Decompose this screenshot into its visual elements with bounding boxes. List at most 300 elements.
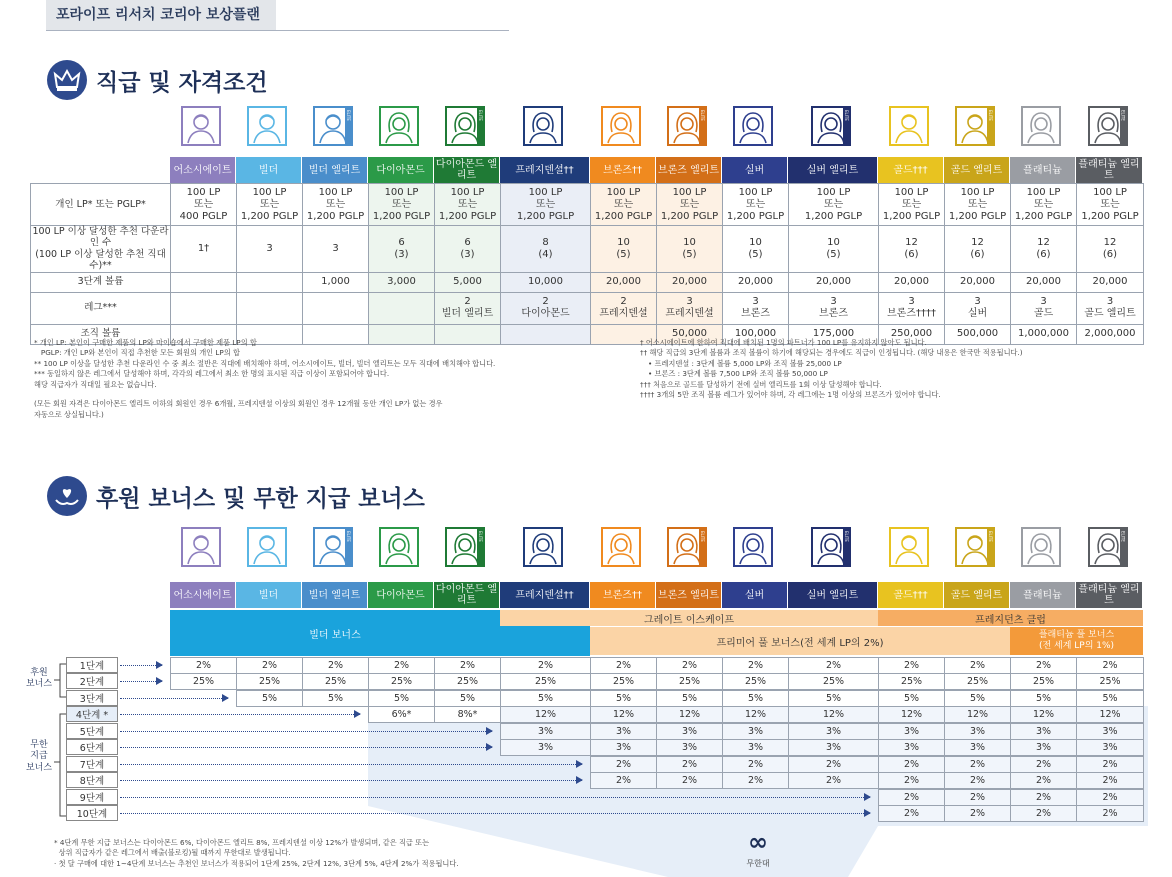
avatar-diamond-icon: [379, 106, 419, 146]
elite-tag: [345, 527, 353, 567]
rank-header-builder: 빌더: [236, 582, 302, 608]
level-cell: 5%: [1076, 690, 1144, 707]
level-cell: 5%: [722, 690, 789, 707]
avatar-gold-elite-icon: [955, 527, 995, 567]
requirement-cell: 3 골드 엘리트: [1077, 292, 1144, 324]
avatar-gold-icon: [889, 527, 929, 567]
level-cell: 5%: [788, 690, 879, 707]
requirement-cell: 100 LP 또는 1,200 PGLP: [1077, 184, 1144, 226]
elite-tag-label: ELITE: [478, 531, 483, 542]
level-label: 2단계: [66, 673, 118, 689]
top-title: 포라이프 리서치 코리아 보상플랜: [46, 0, 276, 30]
note-line: 자동으로 상실됩니다.): [34, 409, 104, 419]
level-cell: 2%: [788, 657, 879, 674]
note-line: *** 동일하지 않은 레그에서 달성해야 하며, 각각의 레그에서 최소 한 명의 표시된 직급 이상이 포함되어야 합니다.: [34, 369, 390, 379]
level-cell: 25%: [722, 673, 789, 690]
elite-tag: [345, 106, 353, 146]
requirement-cell: [303, 292, 369, 324]
level-cell: 25%: [1076, 673, 1144, 690]
level-cell: 3%: [722, 723, 789, 740]
level-cell: 3%: [878, 723, 945, 740]
elite-tag: [699, 527, 707, 567]
requirement-cell: 3 골드: [1011, 292, 1077, 324]
requirement-cell: 2,000,000: [1077, 324, 1144, 344]
infinity-label: 무한대: [746, 859, 770, 868]
level-cell: 3%: [788, 723, 879, 740]
level-cell: 12%: [944, 706, 1011, 723]
level-arrow-icon: [120, 665, 162, 666]
elite-tag: [843, 527, 851, 567]
requirement-cell: 3 실버: [945, 292, 1011, 324]
crown-icon: [47, 60, 87, 100]
level-cell: 2%: [500, 657, 591, 674]
avatar-builder-icon: [247, 106, 287, 146]
section2-title: 후원 보너스 및 무한 지급 보너스: [96, 486, 425, 512]
level-cell: 25%: [1010, 673, 1077, 690]
requirement-cell: 100 LP 또는 1,200 PGLP: [879, 184, 945, 226]
avatar-associate-icon: [181, 527, 221, 567]
requirement-cell: [237, 272, 303, 292]
level-cell: 2%: [1010, 657, 1077, 674]
level-label: 5단계: [66, 723, 118, 739]
level-label: 3단계: [66, 690, 118, 706]
avatar-bronze-elite-icon: [667, 527, 707, 567]
requirement-cell: 10 (5): [789, 226, 879, 273]
requirement-label: 개인 LP* 또는 PGLP*: [31, 184, 171, 226]
level-cell: 3%: [944, 739, 1011, 756]
requirement-cell: 100 LP 또는 1,200 PGLP: [435, 184, 501, 226]
note-line: ** 100 LP 이상을 달성한 추천 다운라인 수 중 최소 절반은 직대에 배치해야 하며, 어소시에이트, 빌더, 빌더 엘리트는 모두 직대에 배치해야 합니다.: [34, 358, 496, 368]
level-cell: 2%: [944, 805, 1011, 822]
requirement-cell: 3 브론즈: [789, 292, 879, 324]
requirement-cell: 100 LP 또는 1,200 PGLP: [591, 184, 657, 226]
requirement-cell: 20,000: [723, 272, 789, 292]
requirement-cell: 100,000: [723, 324, 789, 344]
rank-header-silver: 실버: [722, 582, 788, 608]
requirement-cell: 3,000: [369, 272, 435, 292]
requirement-cell: 100 LP 또는 1,200 PGLP: [369, 184, 435, 226]
requirement-cell: 3 브론즈: [723, 292, 789, 324]
avatar-bronze-elite-icon: [667, 106, 707, 146]
level-cell: 2%: [302, 657, 369, 674]
level-cell: 2%: [788, 756, 879, 773]
requirement-cell: [237, 292, 303, 324]
level-label: 4단계 *: [66, 706, 118, 722]
elite-tag-label: ELITE: [844, 531, 849, 542]
level-arrow-icon: [120, 714, 360, 715]
level-cell: 2%: [1076, 772, 1144, 789]
elite-tag: [1120, 106, 1128, 146]
note-line: 해당 직급자가 직대일 필요는 없습니다.: [34, 379, 157, 389]
avatar-associate-icon: [181, 106, 221, 146]
requirement-row: [31, 272, 1144, 292]
requirement-cell: 10 (5): [657, 226, 723, 273]
level-cell: 12%: [500, 706, 591, 723]
level-cell: 2%: [1010, 772, 1077, 789]
elite-tag-label: ELITE: [700, 110, 705, 121]
level-cell: 12%: [878, 706, 945, 723]
elite-tag: [477, 106, 485, 146]
level-cell: 2%: [878, 772, 945, 789]
level-label: 7단계: [66, 756, 118, 772]
level-cell: 2%: [656, 657, 723, 674]
platinum-pool-band: 플래티늄 풀 보너스 (전 세계 LP의 1%): [1010, 627, 1143, 655]
notes-right: [640, 338, 1150, 401]
rank-header-builder-elite: 빌더 엘리트: [302, 157, 368, 183]
requirement-cell: 3 프레지덴셜: [657, 292, 723, 324]
level-cell: 2%: [878, 756, 945, 773]
level-cell: 3%: [1076, 739, 1144, 756]
note-line: * 개인 LP: 본인이 구매한 제품의 LP와 마이숍에서 구매한 제품 LP의 합: [34, 338, 257, 347]
avatar-builder-elite-icon: [313, 527, 353, 567]
level-arrow-icon: [120, 813, 870, 814]
requirements-table: [30, 183, 1144, 345]
level-cell: 3%: [590, 739, 657, 756]
rank-header-associate: 어소시에이트: [170, 582, 236, 608]
note-line: · 첫 달 구매에 대한 1~4단계 보너스는 추천인 보너스가 적용되어 1단계 25%, 2단계 12%, 3단계 5%, 4단계 2%가 적용됩니다.: [54, 858, 459, 868]
builder-bonus-band-ext: [500, 626, 590, 656]
elite-tag-label: ELITE: [988, 110, 993, 121]
level-cell: 2%: [944, 789, 1011, 806]
rank-header-gold-elite: 골드 엘리트: [944, 582, 1010, 608]
level-cell: 2%: [944, 756, 1011, 773]
level-cell: 25%: [434, 673, 501, 690]
requirement-cell: 250,000: [879, 324, 945, 344]
avatar-presidential-icon: [523, 527, 563, 567]
requirement-cell: 5,000: [435, 272, 501, 292]
level-cell: 2%: [590, 756, 657, 773]
note-line: (모든 회원 자격은 다이아몬드 엘리트 이하의 회원인 경우 6개월, 프레지덴셜 이상의 회원인 경우 12개월 동안 개인 LP가 없는 경우: [34, 399, 443, 409]
level-cell: 8%*: [434, 706, 501, 723]
requirement-cell: 100 LP 또는 1,200 PGLP: [945, 184, 1011, 226]
avatar-platinum-icon: [1021, 106, 1061, 146]
avatar-diamond-icon: [379, 527, 419, 567]
requirement-cell: 20,000: [591, 272, 657, 292]
level-cell: 2%: [878, 805, 945, 822]
level-cell: 2%: [1010, 805, 1077, 822]
avatar-platinum-elite-icon: [1088, 527, 1128, 567]
requirement-cell: 20,000: [1011, 272, 1077, 292]
level-cell: 2%: [368, 657, 435, 674]
level-cell: 2%: [722, 772, 789, 789]
rank-header-gold: 골드†††: [878, 157, 944, 183]
level-cell: 2%: [1076, 805, 1144, 822]
builder-bonus-band: 빌더 보너스: [170, 610, 500, 656]
level-label: 6단계: [66, 739, 118, 755]
level-cell: 2%: [1076, 657, 1144, 674]
rank-header-gold-elite: 골드 엘리트: [944, 157, 1010, 183]
elite-tag: [843, 106, 851, 146]
infinity-icon: ∞: [748, 828, 768, 856]
requirement-cell: 100 LP 또는 1,200 PGLP: [303, 184, 369, 226]
level-cell: 12%: [656, 706, 723, 723]
level-arrow-icon: [120, 764, 582, 765]
elite-tag-label: ELITE: [700, 531, 705, 542]
avatar-presidential-icon: [523, 106, 563, 146]
level-cell: 2%: [878, 657, 945, 674]
rank-header-builder-elite: 빌더 엘리트: [302, 582, 368, 608]
level-cell: 3%: [1010, 723, 1077, 740]
rank-header-bronze: 브론즈††: [590, 582, 656, 608]
elite-tag-label: ELITE: [988, 531, 993, 542]
rank-header-silver-elite: 실버 엘리트: [788, 157, 878, 183]
level-cell: 12%: [788, 706, 879, 723]
level-cell: 2%: [590, 657, 657, 674]
level-cell: 2%: [236, 657, 303, 674]
requirement-cell: 50,000: [657, 324, 723, 344]
elite-tag-label: ELITE: [1120, 110, 1126, 121]
avatar-builder-elite-icon: [313, 106, 353, 146]
requirement-row: [31, 184, 1144, 226]
level-cell: 12%: [1076, 706, 1144, 723]
rank-header-platinum: 플래티늄: [1010, 157, 1076, 183]
level-cell: 2%: [722, 756, 789, 773]
elite-tag-label: ELITE: [844, 110, 849, 121]
level-cell: 12%: [722, 706, 789, 723]
level-cell: 2%: [1076, 756, 1144, 773]
avatar-silver-icon: [733, 106, 773, 146]
section1-title: 직급 및 자격조건: [96, 70, 268, 96]
note-line: †††† 3개의 5만 조직 볼륨 레그가 있어야 하며, 각 레그에는 1명 이상의 브론즈가 있어야 합니다.: [640, 390, 941, 400]
requirement-cell: 175,000: [789, 324, 879, 344]
great-escape-band: 그레이트 이스케이프: [500, 610, 878, 626]
requirement-label: 100 LP 이상 달성한 추천 다운라인 수 (100 LP 이상 달성한 추천 직대 수)**: [32, 226, 169, 272]
level-cell: 3%: [590, 723, 657, 740]
level-cell: 5%: [878, 690, 945, 707]
elite-tag: [1120, 527, 1128, 567]
level-cell: 25%: [788, 673, 879, 690]
elite-tag-label: ELITE: [346, 531, 351, 542]
requirement-cell: 100 LP 또는 1,200 PGLP: [723, 184, 789, 226]
rank-header-presidential: 프레지덴셜††: [500, 582, 590, 608]
level-cell: 25%: [590, 673, 657, 690]
requirement-cell: 1,000: [303, 272, 369, 292]
rank-header-presidential: 프레지덴셜††: [500, 157, 590, 183]
avatar-diamond-elite-icon: [445, 106, 485, 146]
avatar-gold-elite-icon: [955, 106, 995, 146]
level-cell: 5%: [302, 690, 369, 707]
level-cell: 2%: [944, 657, 1011, 674]
note-line: † 어소시에이트에 한하여 직대에 배치된 1명의 파트너가 100 LP를 유지하지 않아도 됩니다.: [640, 338, 927, 347]
requirement-cell: 100 LP 또는 1,200 PGLP: [237, 184, 303, 226]
requirement-label: 3단계 볼륨: [31, 272, 171, 292]
requirement-cell: 1,000,000: [1011, 324, 1077, 344]
level-cell: 2%: [590, 772, 657, 789]
requirement-cell: 6 (3): [369, 226, 435, 273]
level-cell: 3%: [656, 723, 723, 740]
requirement-cell: 12 (6): [879, 226, 945, 273]
elite-tag: [987, 106, 995, 146]
note-line: PGLP: 개인 LP와 본인이 직접 추천한 모든 회원의 개인 LP의 합: [34, 348, 240, 358]
requirement-cell: 20,000: [879, 272, 945, 292]
level-cell: 25%: [368, 673, 435, 690]
rank-header-builder: 빌더: [236, 157, 302, 183]
level-label: 9단계: [66, 789, 118, 805]
level-cell: 25%: [656, 673, 723, 690]
level-cell: 5%: [236, 690, 303, 707]
avatar-bronze-icon: [601, 527, 641, 567]
rank-header-silver-elite: 실버 엘리트: [788, 582, 878, 608]
level-cell: 12%: [590, 706, 657, 723]
level-cell: 2%: [722, 657, 789, 674]
avatar-silver-elite-icon: [811, 527, 851, 567]
rank-header-gold: 골드†††: [878, 582, 944, 608]
requirement-cell: 3: [303, 226, 369, 273]
requirement-cell: 1†: [171, 226, 237, 273]
avatar-builder-icon: [247, 527, 287, 567]
level-arrow-icon: [120, 797, 870, 798]
requirement-row: [31, 226, 1144, 273]
requirement-cell: 500,000: [945, 324, 1011, 344]
level-cell: 3%: [788, 739, 879, 756]
top-divider: [46, 30, 509, 31]
requirement-cell: 100 LP 또는 1,200 PGLP: [657, 184, 723, 226]
note-line: ††† 처음으로 골드를 달성하기 전에 실버 엘리트를 1회 이상 달성해야 합니다.: [640, 379, 882, 389]
note-line: * 4단계 무한 지급 보너스는 다이아몬드 6%, 다이아몬드 엘리트 8%, 프레지덴셜 이상 12%가 발생되며, 같은 직급 또는: [54, 838, 430, 847]
level-cell: 3%: [656, 739, 723, 756]
requirement-cell: 2 빌더 엘리트: [435, 292, 501, 324]
level-cell: 2%: [1010, 756, 1077, 773]
note-line: 상위 직급자가 같은 레그에서 배출(블로킹)될 때까지 무한대로 발생됩니다.: [54, 848, 291, 858]
level-cell: 5%: [656, 690, 723, 707]
avatar-bronze-icon: [601, 106, 641, 146]
presidents-club-band: 프레지던츠 클럽: [878, 610, 1143, 626]
rank-header-platinum-elite: 플래티늄 엘리트: [1076, 582, 1143, 608]
requirement-cell: 2 다이아몬드: [501, 292, 591, 324]
requirement-cell: 100 LP 또는 1,200 PGLP: [1011, 184, 1077, 226]
level-cell: 3%: [500, 739, 591, 756]
avatar-silver-elite-icon: [811, 106, 851, 146]
requirement-cell: 20,000: [945, 272, 1011, 292]
level-cell: 2%: [944, 772, 1011, 789]
level-cell: 6%*: [368, 706, 435, 723]
hands-icon: [47, 476, 87, 516]
level-cell: 3%: [1076, 723, 1144, 740]
elite-tag-label: ELITE: [1120, 531, 1126, 542]
level-cell: 5%: [1010, 690, 1077, 707]
elite-tag: [477, 527, 485, 567]
rank-header-bronze: 브론즈††: [590, 157, 656, 183]
level-cell: 25%: [236, 673, 303, 690]
requirement-cell: [171, 272, 237, 292]
elite-tag-label: ELITE: [346, 110, 351, 121]
rank-header-diamond: 다이아몬드: [368, 157, 434, 183]
level-cell: 2%: [1010, 789, 1077, 806]
avatar-platinum-icon: [1021, 527, 1061, 567]
requirement-cell: 100 LP 또는 400 PGLP: [171, 184, 237, 226]
requirement-cell: 100 LP 또는 1,200 PGLP: [789, 184, 879, 226]
level-arrow-icon: [120, 681, 162, 682]
level-cell: 5%: [368, 690, 435, 707]
level-cell: 2%: [656, 756, 723, 773]
level-cell: 2%: [1076, 789, 1144, 806]
level-cell: 12%: [1010, 706, 1077, 723]
rank-header-platinum-elite: 플래티늄 엘리트: [1076, 157, 1143, 183]
premier-pool-band: 프리미어 풀 보너스(전 세계 LP의 2%): [590, 627, 1010, 655]
elite-tag: [699, 106, 707, 146]
requirement-cell: 20,000: [657, 272, 723, 292]
level-label: 8단계: [66, 772, 118, 788]
requirement-cell: 10 (5): [723, 226, 789, 273]
requirement-cell: [171, 292, 237, 324]
sponsor-group-label: 후원 보너스: [25, 668, 53, 690]
level-cell: 3%: [722, 739, 789, 756]
rank-header-associate: 어소시에이트: [170, 157, 236, 183]
rank-header-platinum: 플래티늄: [1010, 582, 1076, 608]
level-cell: 5%: [434, 690, 501, 707]
level-cell: 5%: [590, 690, 657, 707]
note-line: †† 해당 직급의 3단계 볼륨과 조직 볼륨이 하기에 해당되는 경우에도 직급이 인정됩니다. (해당 내용은 한국만 적용됩니다.): [640, 348, 1023, 358]
avatar-silver-icon: [733, 527, 773, 567]
level-cell: 5%: [500, 690, 591, 707]
level-cell: 3%: [878, 739, 945, 756]
requirement-cell: 100 LP 또는 1,200 PGLP: [501, 184, 591, 226]
level-cell: 2%: [788, 772, 879, 789]
requirement-cell: 12 (6): [1011, 226, 1077, 273]
level-arrow-icon: [120, 747, 492, 748]
level-cell: 25%: [878, 673, 945, 690]
level-cell: 2%: [434, 657, 501, 674]
requirement-cell: 10,000: [501, 272, 591, 292]
rank-header-bronze-elite: 브론즈 엘리트: [656, 157, 722, 183]
level-cell: 3%: [500, 723, 591, 740]
level-cell: 2%: [656, 772, 723, 789]
elite-tag: [987, 527, 995, 567]
level-cell: 3%: [1010, 739, 1077, 756]
notes-bottom: [54, 838, 704, 869]
level-cell: 3%: [944, 723, 1011, 740]
rank-header-diamond: 다이아몬드: [368, 582, 434, 608]
rank-header-diamond-elite: 다이아몬드 엘리트: [434, 582, 500, 608]
notes-left: [34, 338, 574, 420]
requirement-cell: 20,000: [1077, 272, 1144, 292]
level-cell: 25%: [500, 673, 591, 690]
level-label: 10단계: [66, 805, 118, 821]
requirement-label: 레그***: [31, 292, 171, 324]
note-line: • 프레지덴셜 : 3단계 볼륨 5,000 LP와 조직 볼륨 25,000 LP: [648, 358, 842, 368]
rank-header-silver: 실버: [722, 157, 788, 183]
level-cell: 5%: [944, 690, 1011, 707]
requirement-cell: 20,000: [789, 272, 879, 292]
requirement-cell: [369, 292, 435, 324]
requirement-cell: 6 (3): [435, 226, 501, 273]
elite-tag-label: ELITE: [478, 110, 483, 121]
level-arrow-icon: [120, 731, 492, 732]
level-cell: 25%: [302, 673, 369, 690]
note-line: • 브론즈 : 3단계 볼륨 7,500 LP와 조직 볼륨 50,000 LP: [648, 369, 828, 379]
avatar-gold-icon: [889, 106, 929, 146]
requirement-cell: 3 브론즈††††: [879, 292, 945, 324]
requirement-cell: 2 프레지덴셜: [591, 292, 657, 324]
requirement-row: [31, 292, 1144, 324]
requirement-cell: 10 (5): [591, 226, 657, 273]
rank-header-bronze-elite: 브론즈 엘리트: [656, 582, 722, 608]
requirement-cell: 12 (6): [945, 226, 1011, 273]
level-cell: 2%: [878, 789, 945, 806]
level-label: 1단계: [66, 657, 118, 673]
requirement-cell: 12 (6): [1077, 226, 1144, 273]
requirement-label: 조직 볼륨: [31, 324, 171, 344]
level-cell: 2%: [170, 657, 237, 674]
requirement-cell: 8 (4): [501, 226, 591, 273]
level-arrow-icon: [120, 780, 582, 781]
level-cell: 25%: [170, 673, 237, 690]
requirement-cell: 3: [237, 226, 303, 273]
level-arrow-icon: [120, 698, 228, 699]
level-cell: 25%: [944, 673, 1011, 690]
avatar-diamond-elite-icon: [445, 527, 485, 567]
avatar-platinum-elite-icon: [1088, 106, 1128, 146]
